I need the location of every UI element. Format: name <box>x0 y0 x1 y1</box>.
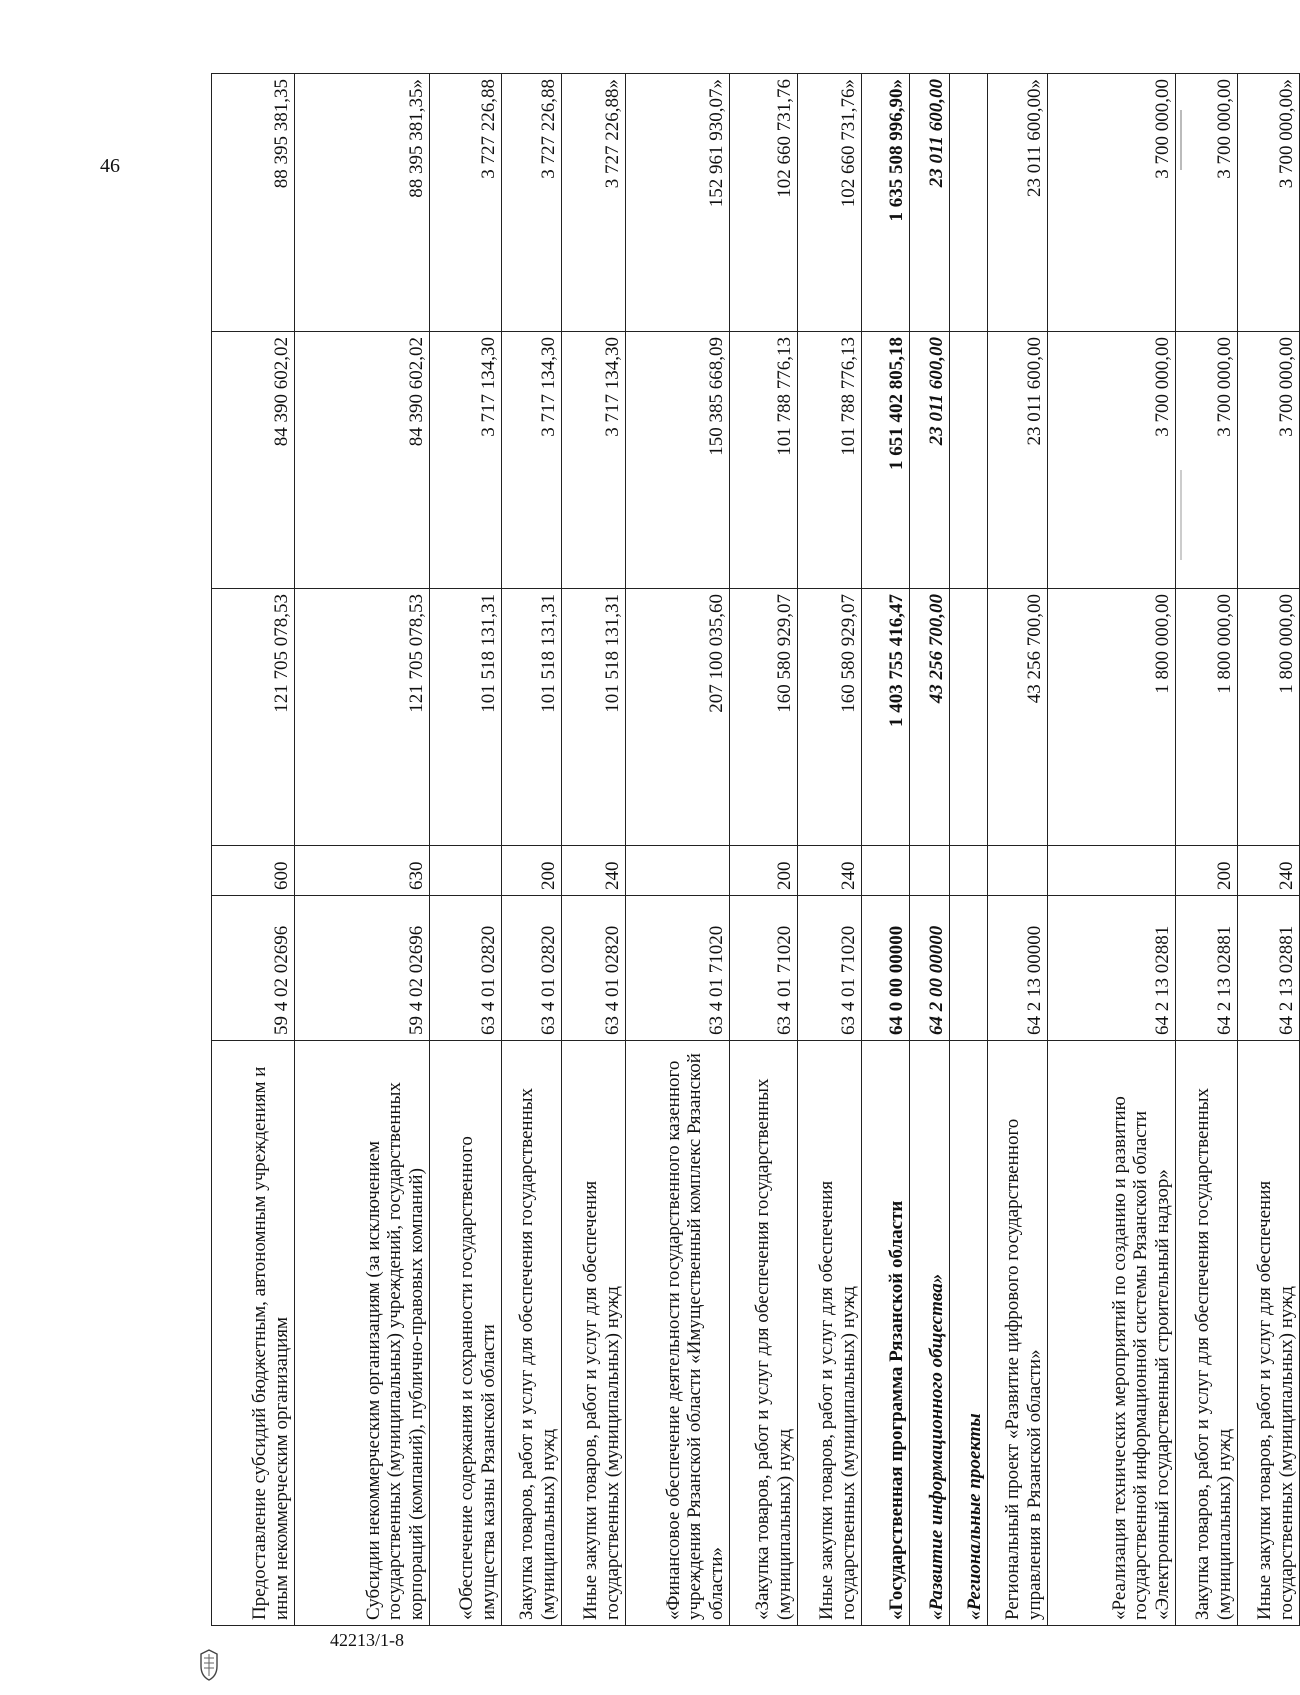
amount-2023-cell: 1 800 000,00 <box>1048 589 1176 846</box>
target-code-cell: 63 4 01 02820 <box>430 896 502 1041</box>
amount-2023-cell: 121 705 078,53 <box>212 589 295 846</box>
expense-type-cell <box>950 846 988 896</box>
amount-2024-cell: 23 011 600,00 <box>910 332 950 589</box>
amount-2023-cell: 43 256 700,00 <box>988 589 1048 846</box>
target-code-cell: 64 2 13 02881 <box>1048 896 1176 1041</box>
table-row <box>1048 74 1176 1626</box>
item-name-cell: Иные закупки товаров, работ и услуг для обеспечения государственных (муниципальных) нужд <box>798 1041 862 1626</box>
target-code-cell: 63 4 01 71020 <box>730 896 798 1041</box>
expense-type-cell: 240 <box>562 846 626 896</box>
table-row <box>988 74 1048 1626</box>
item-name-cell: Предоставление субсидий бюджетным, автономным учреждениям и иным некоммерческим организациям <box>212 1041 295 1626</box>
amount-2025-cell: 3 727 226,88 <box>502 74 562 332</box>
amount-2025-cell: 152 961 930,07» <box>626 74 730 332</box>
amount-2023-cell: 1 800 000,00 <box>1176 589 1238 846</box>
table-row <box>430 74 502 1626</box>
budget-table <box>211 73 1300 1626</box>
amount-2024-cell: 1 651 402 805,18 <box>862 332 910 589</box>
amount-2025-cell: 3 727 226,88 <box>430 74 502 332</box>
amount-2025-cell: 3 727 226,88» <box>562 74 626 332</box>
amount-2025-cell: 1 635 508 996,90» <box>862 74 910 332</box>
item-name-cell: «Государственная программа Рязанской области <box>862 1041 910 1626</box>
item-name-cell: «Региональные проекты <box>950 1041 988 1626</box>
item-name-cell: «Реализация технических мероприятий по созданию и развитию государственной информационной системы Рязанской области «Электронный государственный строительный надзор» <box>1048 1041 1176 1626</box>
target-code-cell: 59 4 02 02696 <box>212 896 295 1041</box>
expense-type-cell <box>910 846 950 896</box>
amount-2025-cell: 102 660 731,76 <box>730 74 798 332</box>
amount-2023-cell: 101 518 131,31 <box>430 589 502 846</box>
amount-2024-cell: 84 390 602,02 <box>295 332 430 589</box>
target-code-cell: 63 4 01 02820 <box>502 896 562 1041</box>
expense-type-cell <box>1048 846 1176 896</box>
page-number: 46 <box>100 155 120 177</box>
amount-2025-cell: 23 011 600,00 <box>910 74 950 332</box>
amount-2024-cell: 3 717 134,30 <box>502 332 562 589</box>
item-name-cell: «Развитие информационного общества» <box>910 1041 950 1626</box>
amount-2025-cell: 102 660 731,76» <box>798 74 862 332</box>
amount-2023-cell: 1 403 755 416,47 <box>862 589 910 846</box>
target-code-cell: 64 2 13 00000 <box>988 896 1048 1041</box>
amount-2023-cell <box>950 589 988 846</box>
rotated-table-container <box>211 74 1297 1626</box>
item-name-cell: «Закупка товаров, работ и услуг для обеспечения государственных (муниципальных) нужд <box>730 1041 798 1626</box>
item-name-cell: «Финансовое обеспечение деятельности государственного казенного учреждения Рязанской области «Имущественный комплекс Рязанской области» <box>626 1041 730 1626</box>
expense-type-cell: 200 <box>1176 846 1238 896</box>
table-row <box>798 74 862 1626</box>
amount-2024-cell: 101 788 776,13 <box>730 332 798 589</box>
amount-2024-cell: 3 700 000,00 <box>1048 332 1176 589</box>
table-row <box>626 74 730 1626</box>
table-row <box>730 74 798 1626</box>
target-code-cell: 64 2 00 00000 <box>910 896 950 1041</box>
expense-type-cell <box>862 846 910 896</box>
expense-type-cell: 600 <box>212 846 295 896</box>
expense-type-cell: 200 <box>502 846 562 896</box>
amount-2023-cell: 207 100 035,60 <box>626 589 730 846</box>
item-name-cell: Закупка товаров, работ и услуг для обеспечения государственных (муниципальных) нужд <box>502 1041 562 1626</box>
amount-2025-cell: 3 700 000,00» <box>1238 74 1300 332</box>
amount-2024-cell: 3 700 000,00 <box>1238 332 1300 589</box>
amount-2024-cell: 150 385 668,09 <box>626 332 730 589</box>
table-row <box>502 74 562 1626</box>
table-row <box>862 74 910 1626</box>
item-name-cell: Субсидии некоммерческим организациям (за исключением государственных (муниципальных) учреждений, государственных корпораций (компаний), публично-правовых компаний) <box>295 1041 430 1626</box>
expense-type-cell: 240 <box>798 846 862 896</box>
expense-type-cell <box>988 846 1048 896</box>
table-row <box>910 74 950 1626</box>
amount-2024-cell: 3 717 134,30 <box>562 332 626 589</box>
expense-type-cell: 200 <box>730 846 798 896</box>
amount-2023-cell: 101 518 131,31 <box>562 589 626 846</box>
table-row <box>212 74 295 1626</box>
table-row <box>562 74 626 1626</box>
amount-2023-cell: 160 580 929,07 <box>798 589 862 846</box>
amount-2024-cell: 3 717 134,30 <box>430 332 502 589</box>
expense-type-cell <box>430 846 502 896</box>
target-code-cell: 64 2 13 02881 <box>1176 896 1238 1041</box>
amount-2025-cell: 23 011 600,00» <box>988 74 1048 332</box>
amount-2025-cell: 88 395 381,35» <box>295 74 430 332</box>
target-code-cell: 64 0 00 00000 <box>862 896 910 1041</box>
coat-of-arms-icon <box>197 1648 221 1682</box>
table-row <box>295 74 430 1626</box>
amount-2025-cell: 88 395 381,35 <box>212 74 295 332</box>
amount-2024-cell <box>950 332 988 589</box>
amount-2023-cell: 43 256 700,00 <box>910 589 950 846</box>
budget-table-body <box>212 74 1300 1626</box>
item-name-cell: Иные закупки товаров, работ и услуг для обеспечения государственных (муниципальных) нужд <box>562 1041 626 1626</box>
amount-2025-cell: 3 700 000,00 <box>1176 74 1238 332</box>
amount-2023-cell: 160 580 929,07 <box>730 589 798 846</box>
item-name-cell: «Обеспечение содержания и сохранности государственного имущества казны Рязанской области <box>430 1041 502 1626</box>
table-row <box>1176 74 1238 1626</box>
expense-type-cell: 240 <box>1238 846 1300 896</box>
target-code-cell: 64 2 13 02881 <box>1238 896 1300 1041</box>
target-code-cell: 59 4 02 02696 <box>295 896 430 1041</box>
target-code-cell <box>950 896 988 1041</box>
document-code: 42213/1-8 <box>330 1630 404 1650</box>
target-code-cell: 63 4 01 71020 <box>798 896 862 1041</box>
target-code-cell: 63 4 01 02820 <box>562 896 626 1041</box>
table-row <box>950 74 988 1626</box>
amount-2024-cell: 3 700 000,00 <box>1176 332 1238 589</box>
expense-type-cell: 630 <box>295 846 430 896</box>
amount-2025-cell: 3 700 000,00 <box>1048 74 1176 332</box>
expense-type-cell <box>626 846 730 896</box>
item-name-cell: Иные закупки товаров, работ и услуг для обеспечения государственных (муниципальных) нужд <box>1238 1041 1300 1626</box>
amount-2023-cell: 1 800 000,00 <box>1238 589 1300 846</box>
amount-2024-cell: 101 788 776,13 <box>798 332 862 589</box>
item-name-cell: Региональный проект «Развитие цифрового государственного управления в Рязанской области» <box>988 1041 1048 1626</box>
target-code-cell: 63 4 01 71020 <box>626 896 730 1041</box>
amount-2023-cell: 121 705 078,53 <box>295 589 430 846</box>
item-name-cell: Закупка товаров, работ и услуг для обеспечения государственных (муниципальных) нужд <box>1176 1041 1238 1626</box>
table-row <box>1238 74 1300 1626</box>
amount-2025-cell <box>950 74 988 332</box>
amount-2024-cell: 23 011 600,00 <box>988 332 1048 589</box>
amount-2023-cell: 101 518 131,31 <box>502 589 562 846</box>
amount-2024-cell: 84 390 602,02 <box>212 332 295 589</box>
